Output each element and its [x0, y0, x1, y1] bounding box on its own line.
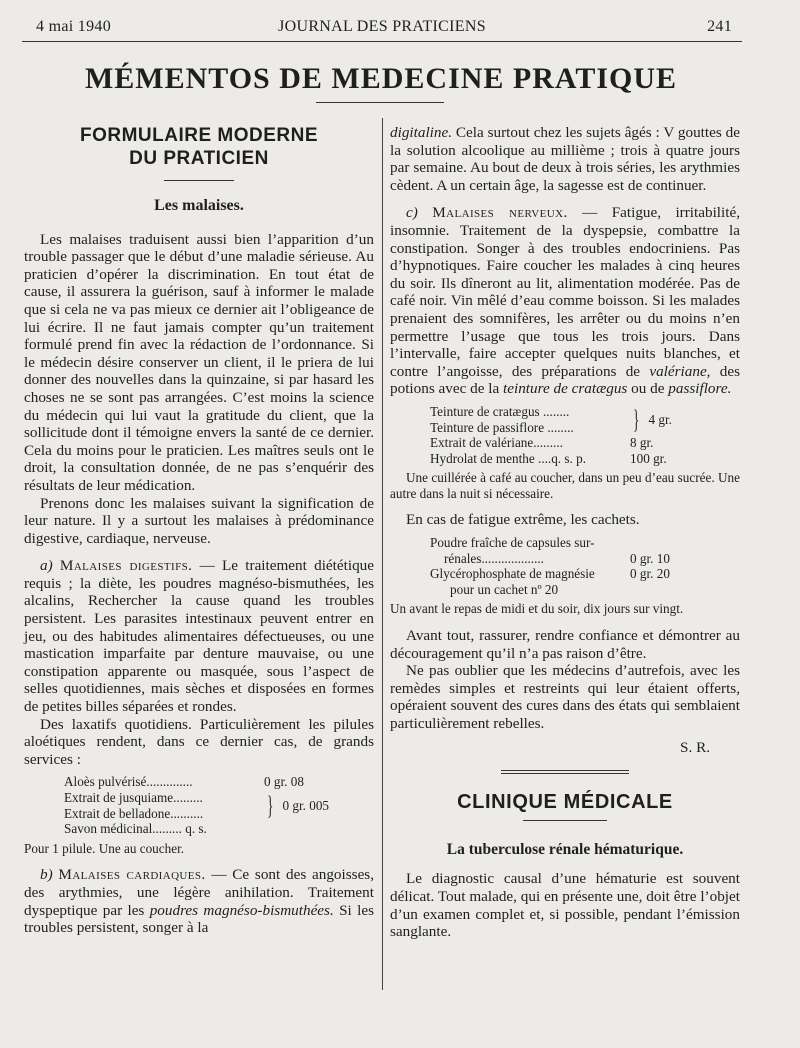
article-subtitle: Les malaises. [154, 197, 244, 214]
rx-note: Un avant le repas de midi et du soir, dix jours sur vingt. [390, 601, 684, 617]
rx-quantity: 100 gr. [630, 450, 667, 466]
section-title [24, 124, 374, 170]
rx-ingredient-group [430, 404, 630, 435]
page-title: MÉMENTOS DE MEDECINE PRATIQUE [84, 62, 678, 95]
section-title: CLINIQUE MÉDICALE [457, 791, 673, 814]
column-divider [382, 118, 383, 990]
item-text: ou de [627, 380, 669, 398]
rx-quantity: 8 gr. [630, 435, 654, 451]
paragraph: Les malaises traduisent aussi bien l’apparition d’un trouble passager que le début d’une maladie sérieuse. Au praticien d’opérer la discrimination. En tout état de cause, il assurera la guérison, sauf à informer le malade que si cela ne va pas mieux ce dernier ait l’obligeance de lui écrire. Il ne faut jamais compter qu’un traitement formulé prend fin avec la rédaction de l’ordonnance. Si le médecin désire conserver un client, il le priera de lui donner des nouvelles dans la quinzaine, si par hasard les choses ne se sont pas arrangées. C’est moins la science du médecin qui lui vaut la gratitude du client, que la sollicitude dont il témoigne envers la santé de ce dernier. Cela du moins pour le praticien. Les maîtres seuls ont le droit, la consultation donnée, de ne pas s’enquérir des résultats de leur médication. [24, 230, 374, 494]
item-heading: Malaises cardiaques. [58, 866, 206, 884]
item-heading: Malaises digestifs. [59, 557, 193, 575]
section-rule [523, 820, 607, 821]
rx-ingredient: Teinture de cratægus ........ [430, 403, 570, 419]
paragraph-continued [390, 124, 740, 194]
item-text: Cela surtout chez les sujets âgés : V gouttes de la solution alcoolique au millième ; trois à quatre jours par semaine. Au bout de deux à trois séries, les arythmies cèdent. A un certain âge, la sagesse est de continuer. [390, 124, 740, 194]
item-text: — Ce sont des angoisses, des arythmies, une légère anihilation. Traitement dyspeptique par les [24, 866, 375, 919]
paragraph: Le diagnostic causal d’une hématurie est souvent délicat. Tout malade, qui en présente une, doit être l’objet d’un examen complet et, si possible, pendant l’émission sanglante. [390, 870, 740, 941]
right-column [390, 124, 740, 941]
rx-line: Savon médicinal......... q. s. [64, 821, 207, 837]
paragraph-digestifs [24, 557, 374, 715]
paragraph: En cas de fatigue extrême, les cachets. [406, 511, 640, 529]
item-text: Si les troubles persistent, songer à la [24, 901, 374, 937]
item-text: des potions avec de la [390, 362, 741, 398]
rx-ingredient: Poudre fraîche de capsules sur- [430, 535, 595, 551]
section-title-line2: DU PRATICIEN [129, 148, 269, 169]
item-heading: Malaises nerveux. [432, 204, 568, 222]
rx-ingredient: Hydrolat de menthe ....q. s. p. [430, 450, 587, 466]
item-italic: digitaline. [390, 124, 453, 141]
rx-note: Pour 1 pilule. Une au coucher. [24, 840, 185, 856]
rx-ingredient: Extrait de jusquiame......... [64, 790, 203, 805]
journal-name: JOURNAL DES PRATICIENS [278, 18, 486, 35]
item-label: b) [40, 866, 53, 884]
rx-ingredient: Aloès pulvérisé.............. [64, 774, 193, 790]
prescription-1 [64, 774, 374, 836]
brace-icon: } [267, 790, 274, 820]
header-rule [22, 41, 742, 42]
paragraph: Ne pas oublier que les médecins d’autrefois, avec les remèdes simples et restreints qui leur étaient offerts, opéraient souvent des cures dans des états qui semblaient particulièrement rebelles. [390, 662, 740, 732]
rx-line [430, 451, 740, 467]
item-italic: teinture de cratægus [503, 380, 628, 398]
rx-quantity: 4 gr. [648, 411, 672, 427]
left-column [24, 124, 374, 937]
prescription-2 [430, 404, 740, 466]
rx-ingredient: Extrait de belladone.......... [64, 805, 204, 821]
item-text: — Fatigue, irritabilité, insomnie. Traitement de la dyspepsie, combattre la constipation. Songer à des troubles endocriniens. Pas d’hypnotiques. Faire coucher les malades à cinq heures du soir. Ils dîneront au lit, alimentation modérée. Pas de café noir. Vin mêlé d’eau comme boisson. Si les malades prenaient des somnifères, les arrêter ou du moins n’en permettre l’usage que tous les trois jours. Dans l’intervalle, faire accepter quelques nuits blanches, et contre l’angoisse, des préparations de [390, 204, 740, 380]
page-number: 241 [707, 18, 732, 35]
section-separator [501, 770, 629, 774]
paragraph: Prenons donc les malaises suivant la signification de leur nature. Il y a surtout les malaises à prédominance digestive, cardiaque, nerveuse. [24, 494, 374, 547]
article-subtitle: La tuberculose rénale hématurique. [446, 840, 684, 858]
brace-icon: } [633, 404, 640, 434]
section-title-line1: FORMULAIRE MODERNE [79, 125, 319, 146]
section-rule [164, 180, 234, 181]
running-header [22, 18, 742, 40]
rx-ingredient-group [64, 790, 264, 821]
rx-quantity: 0 gr. 005 [282, 797, 330, 813]
signature: S. R. [680, 738, 710, 756]
prescription-3 [430, 535, 740, 597]
item-label: c) [406, 204, 418, 222]
rx-line [430, 566, 740, 582]
rx-quantity: 0 gr. 08 [264, 774, 304, 790]
paragraph: Des laxatifs quotidiens. Particulièrement les pilules aloétiques rendent, dans ce dernier cas, de grands services : [24, 715, 374, 768]
rx-note: Une cuillérée à café au coucher, dans un peu d’eau sucrée. Une autre dans la nuit si nécessaire. [390, 470, 740, 501]
rx-ingredient: Glycérophosphate de magnésie [430, 566, 595, 582]
rx-quantity: 0 gr. 10 [630, 550, 670, 566]
rx-ingredient: Teinture de passiflore ........ [430, 419, 574, 435]
rx-line-group [430, 404, 740, 435]
item-italic: valériane, [649, 362, 711, 380]
rx-ingredient: Extrait de valériane......... [430, 435, 563, 451]
paragraph-cardiaques [24, 866, 374, 936]
issue-date: 4 mai 1940 [36, 18, 111, 35]
rx-ingredient: rénales................... [444, 550, 544, 566]
item-text: — Le traitement diététique requis ; la diète, les poudres magnéso-bismuthées, les alcalins, Rechercher la cause quand les troubles persistent. Les parasites intestinaux peuvent entrer en jeu, ou des habitudes alimentaires défectueuses, ou une mastication imparfaite par denture mauvaise, ou une constipation apparente ou masquée, sous l’aspect de selles quotidiennes, mais sèches et disposées en formes de petites billes séparées et rondes. [24, 557, 374, 716]
paragraph-nerveux [390, 204, 740, 398]
title-rule [316, 102, 444, 103]
rx-line [430, 551, 740, 567]
paragraph: Avant tout, rassurer, rendre confiance et démontrer au découragement qu’il n’a pas raison d’être. [390, 627, 740, 662]
rx-line [430, 435, 740, 451]
item-italic: passiflore. [668, 380, 732, 398]
item-label: a) [40, 557, 53, 575]
rx-line: pour un cachet nº 20 [450, 581, 559, 597]
rx-quantity: 0 gr. 20 [630, 566, 670, 582]
item-italic: poudres magnéso-bismuthées. [149, 901, 334, 919]
rx-line-group [64, 790, 374, 821]
rx-line [64, 774, 374, 790]
